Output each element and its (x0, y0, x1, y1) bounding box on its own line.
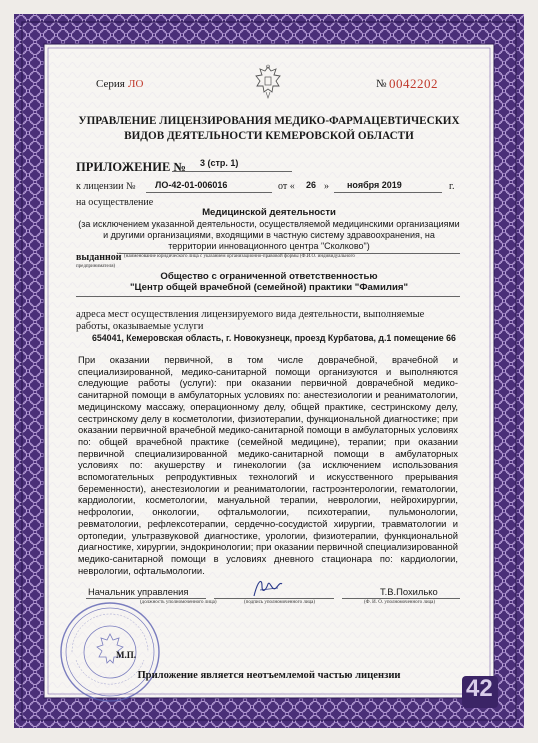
head-title: Начальник управления (88, 586, 189, 597)
issued-caption-2: предпринимателя) (76, 264, 116, 269)
head-name: Т.В.Похилько (380, 586, 438, 597)
signature-line-fio (342, 598, 460, 599)
issued-label: выданной (76, 252, 122, 263)
day-value: 26 (306, 180, 317, 190)
series-value: ЛО (128, 78, 144, 90)
license-value: ЛО-42-01-006016 (155, 180, 228, 190)
signature-line-position (86, 598, 206, 599)
org-underline (76, 296, 460, 297)
appendix-underline (172, 171, 292, 172)
address-label-1: адреса мест осуществления лицензируемого вида деятельности, выполняемые (76, 309, 425, 320)
series-label: Серия (96, 78, 125, 90)
address-value: 654041, Кемеровская область, г. Новокузнецк, проезд Курбатова, д.1 помещение 66 (92, 333, 456, 343)
license-label: к лицензии № (76, 181, 136, 192)
year-suffix: г. (449, 181, 455, 192)
activity: Медицинской деятельности (202, 207, 336, 218)
from-label: от « (278, 181, 295, 192)
month-year: ноября 2019 (347, 180, 402, 190)
stamp-mp: М.П. (116, 650, 136, 660)
corner-number: 42 (466, 675, 493, 702)
number-value: 0042202 (389, 76, 438, 91)
org-line-1: Общество с ограниченной ответственностью (160, 271, 378, 282)
license-underline (146, 192, 272, 193)
basis-label: на осуществление (76, 197, 154, 208)
authority-line-1: УПРАВЛЕНИЕ ЛИЦЕНЗИРОВАНИЯ МЕДИКО-ФАРМАЦЕВТИЧЕСКИХ (78, 115, 460, 127)
activity-note-1: (за исключением указанной деятельности, осуществляемой медицинскими организациями (78, 219, 460, 229)
date-underline (334, 192, 442, 193)
footer-note: Приложение является неотъемлемой частью лицензии (137, 670, 401, 681)
caption-position: (должность уполномоченного лица) (140, 600, 217, 605)
services-text: При оказании первичной, в том числе доврачебной, врачебной и специализированной, медико-санитарной помощи организуются и выполняются следующие работы (услуги): при оказании первичной доврачебной медико-санитарной помощи в амбулаторных условиях по: анестезиологии и реаниматологии, медицинскому массажу, операционному делу, общей практике, сестринскому делу, сестринскому делу в косметологии, физиотерапии, функциональной диагностике; при оказании первичной врачебной медико-санитарной помощи в амбулаторных условиях по: общей врачебной практике (семейной медицине), терапии; при оказании первичной специализированной медико-санитарной помощи в амбулаторных условиях по: акушерству и гинекологии (за исключением использования вспомогательных репродуктивных технологий и искусственного прерывания беременности), анестезиологии и реаниматологии, гастроэнтерологии, гематологии, кардиологии, косметологии, мануальной терапии, неврологии, нейрохирургии, нефрологии, онкологии, офтальмологии, психотерапии, пульмонологии, ревматологии, рефлексотерапии, сердечно-сосудистой хирургии, травматологии и ортопедии, ультразвуковой диагностике, урологии, физиотерапии, функциональной диагностике, хирургии, эндокринологии; при оказании первичной специализированной медико-санитарной помощи в условиях дневного стационара по: кардиологии, неврологии, офтальмологии. (78, 354, 458, 576)
org-line-2: "Центр общей врачебной (семейной) практики "Фамилия" (129, 282, 409, 293)
caption-fio: (Ф. И. О. уполномоченного лица) (364, 600, 436, 605)
number-label: № (376, 78, 387, 90)
handwritten-signature (248, 576, 288, 600)
coat-of-arms-icon (252, 64, 284, 100)
authority-line-2: ВИДОВ ДЕЯТЕЛЬНОСТИ КЕМЕРОВСКОЙ ОБЛАСТИ (124, 130, 414, 142)
appendix-label: ПРИЛОЖЕНИЕ № (76, 160, 186, 174)
activity-note-3: территории инновационного центра "Сколково") (168, 241, 370, 251)
caption-signature: (подпись уполномоченного лица) (244, 600, 316, 605)
activity-note-2: и другими организациями, входящими в частную систему здравоохранения, на (103, 230, 435, 240)
official-stamp (58, 600, 162, 704)
issued-caption: (наименование юридического лица с указанием организационно-правовой формы (Ф.И.О. индивидуального (124, 254, 355, 259)
appendix-value: 3 (стр. 1) (200, 158, 239, 168)
address-label-2: работы, оказываемые услуги (76, 321, 204, 332)
quote-close: » (324, 181, 329, 192)
